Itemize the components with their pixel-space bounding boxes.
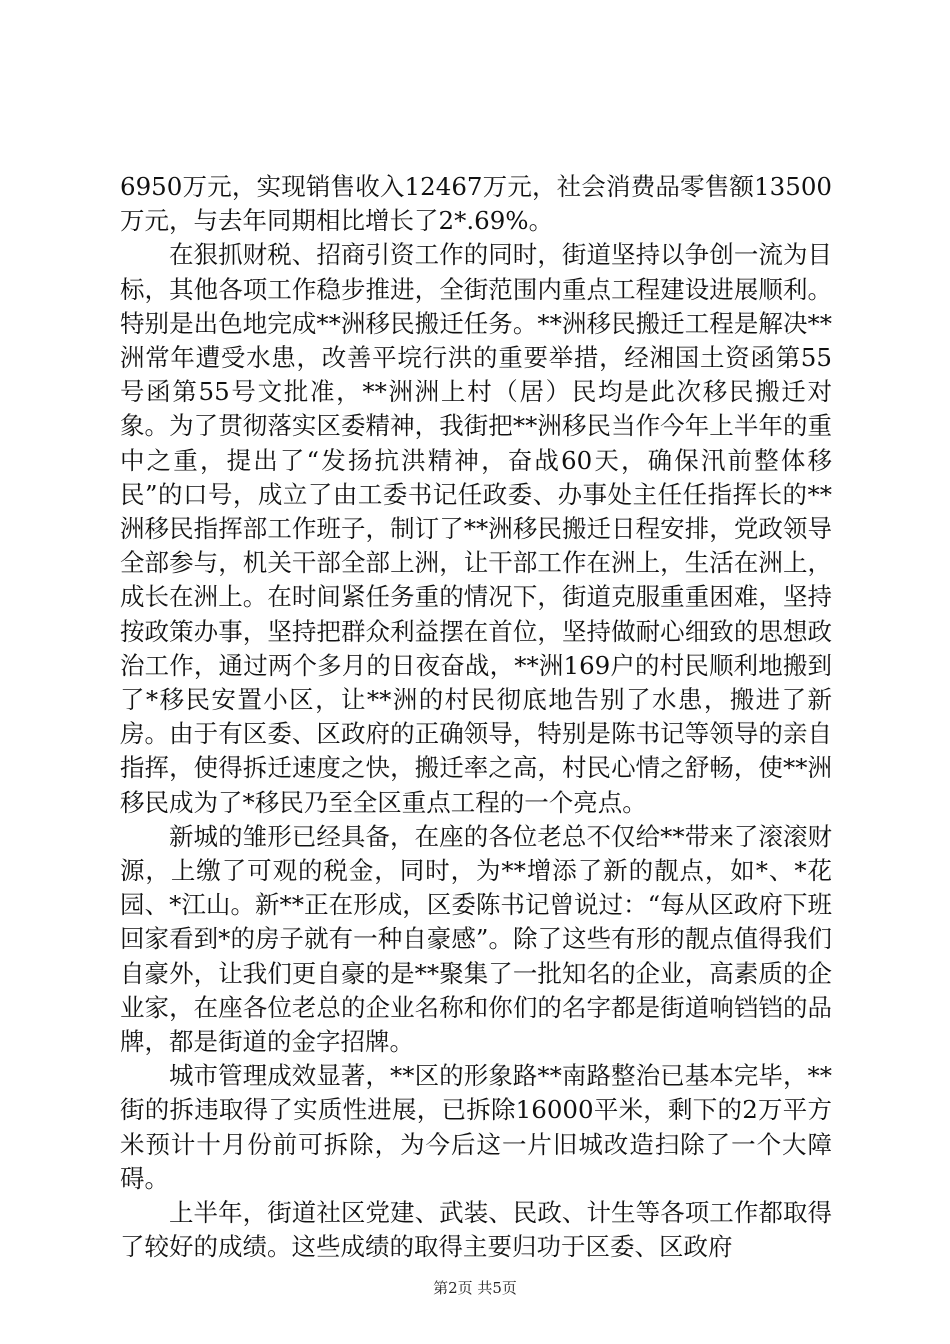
paragraph-new-city: 新城的雏形已经具备，在座的各位老总不仅给**带来了滚滚财源，上缴了可观的税金，同时，为**增添了新的靓点，如*、*花园、*江山。新**正在形成，区委陈书记曾说过：“每从区政府下班回家看到*的房子就有一种自豪感”。除了这些有形的靓点值得我们自豪外，让我们更自豪的是**聚集了一批知名的企业，高素质的企业家，在座各位老总的企业名称和你们的名字都是街道响铛铛的品牌，都是街道的金字招牌。 [120,821,832,1057]
paragraph-first-half: 上半年，街道社区党建、武装、民政、计生等各项工作都取得了较好的成绩。这些成绩的取得主要归功于区委、区政府 [120,1198,832,1262]
paragraph-city-management: 城市管理成效显著，**区的形象路**南路整治已基本完毕，**街的拆违取得了实质性进展，已拆除16000平米，剩下的2万平方米预计十月份前可拆除，为今后这一片旧城改造扫除了一个大障碍。 [120,1061,832,1193]
document-body [120,170,832,1265]
paragraph-continuation: 6950万元，实现销售收入12467万元，社会消费品零售额13500万元，与去年同期相比增长了2*.69%。 [120,172,832,236]
paragraph-relocation: 在狠抓财税、招商引资工作的同时，街道坚持以争创一流为目标，其他各项工作稳步推进，全街范围内重点工程建设进展顺利。特别是出色地完成**洲移民搬迁任务。**洲移民搬迁工程是解决**洲常年遭受水患，改善平垸行洪的重要举措，经湘国土资函第55号函第55号文批准，**洲洲上村（居）民均是此次移民搬迁对象。为了贯彻落实区委精神，我街把**洲移民当作今年上半年的重中之重，提出了“发扬抗洪精神，奋战60天，确保汛前整体移民”的口号，成立了由工委书记任政委、办事处主任任指挥长的**洲移民指挥部工作班子，制订了**洲移民搬迁日程安排，党政领导全部参与，机关干部全部上洲，让干部工作在洲上，生活在洲上，成长在洲上。在时间紧任务重的情况下，街道克服重重困难，坚持按政策办事，坚持把群众利益摆在首位，坚持做耐心细致的思想政治工作，通过两个多月的日夜奋战，**洲169户的村民顺利地搬到了*移民安置小区，让**洲的村民彻底地告别了水患，搬进了新房。由于有区委、区政府的正确领导，特别是陈书记等领导的亲自指挥，使得拆迁速度之快，搬迁率之高，村民心情之舒畅，使**洲移民成为了*移民乃至全区重点工程的一个亮点。 [120,240,832,817]
page-footer: 第2页 共5页 [433,1279,517,1297]
